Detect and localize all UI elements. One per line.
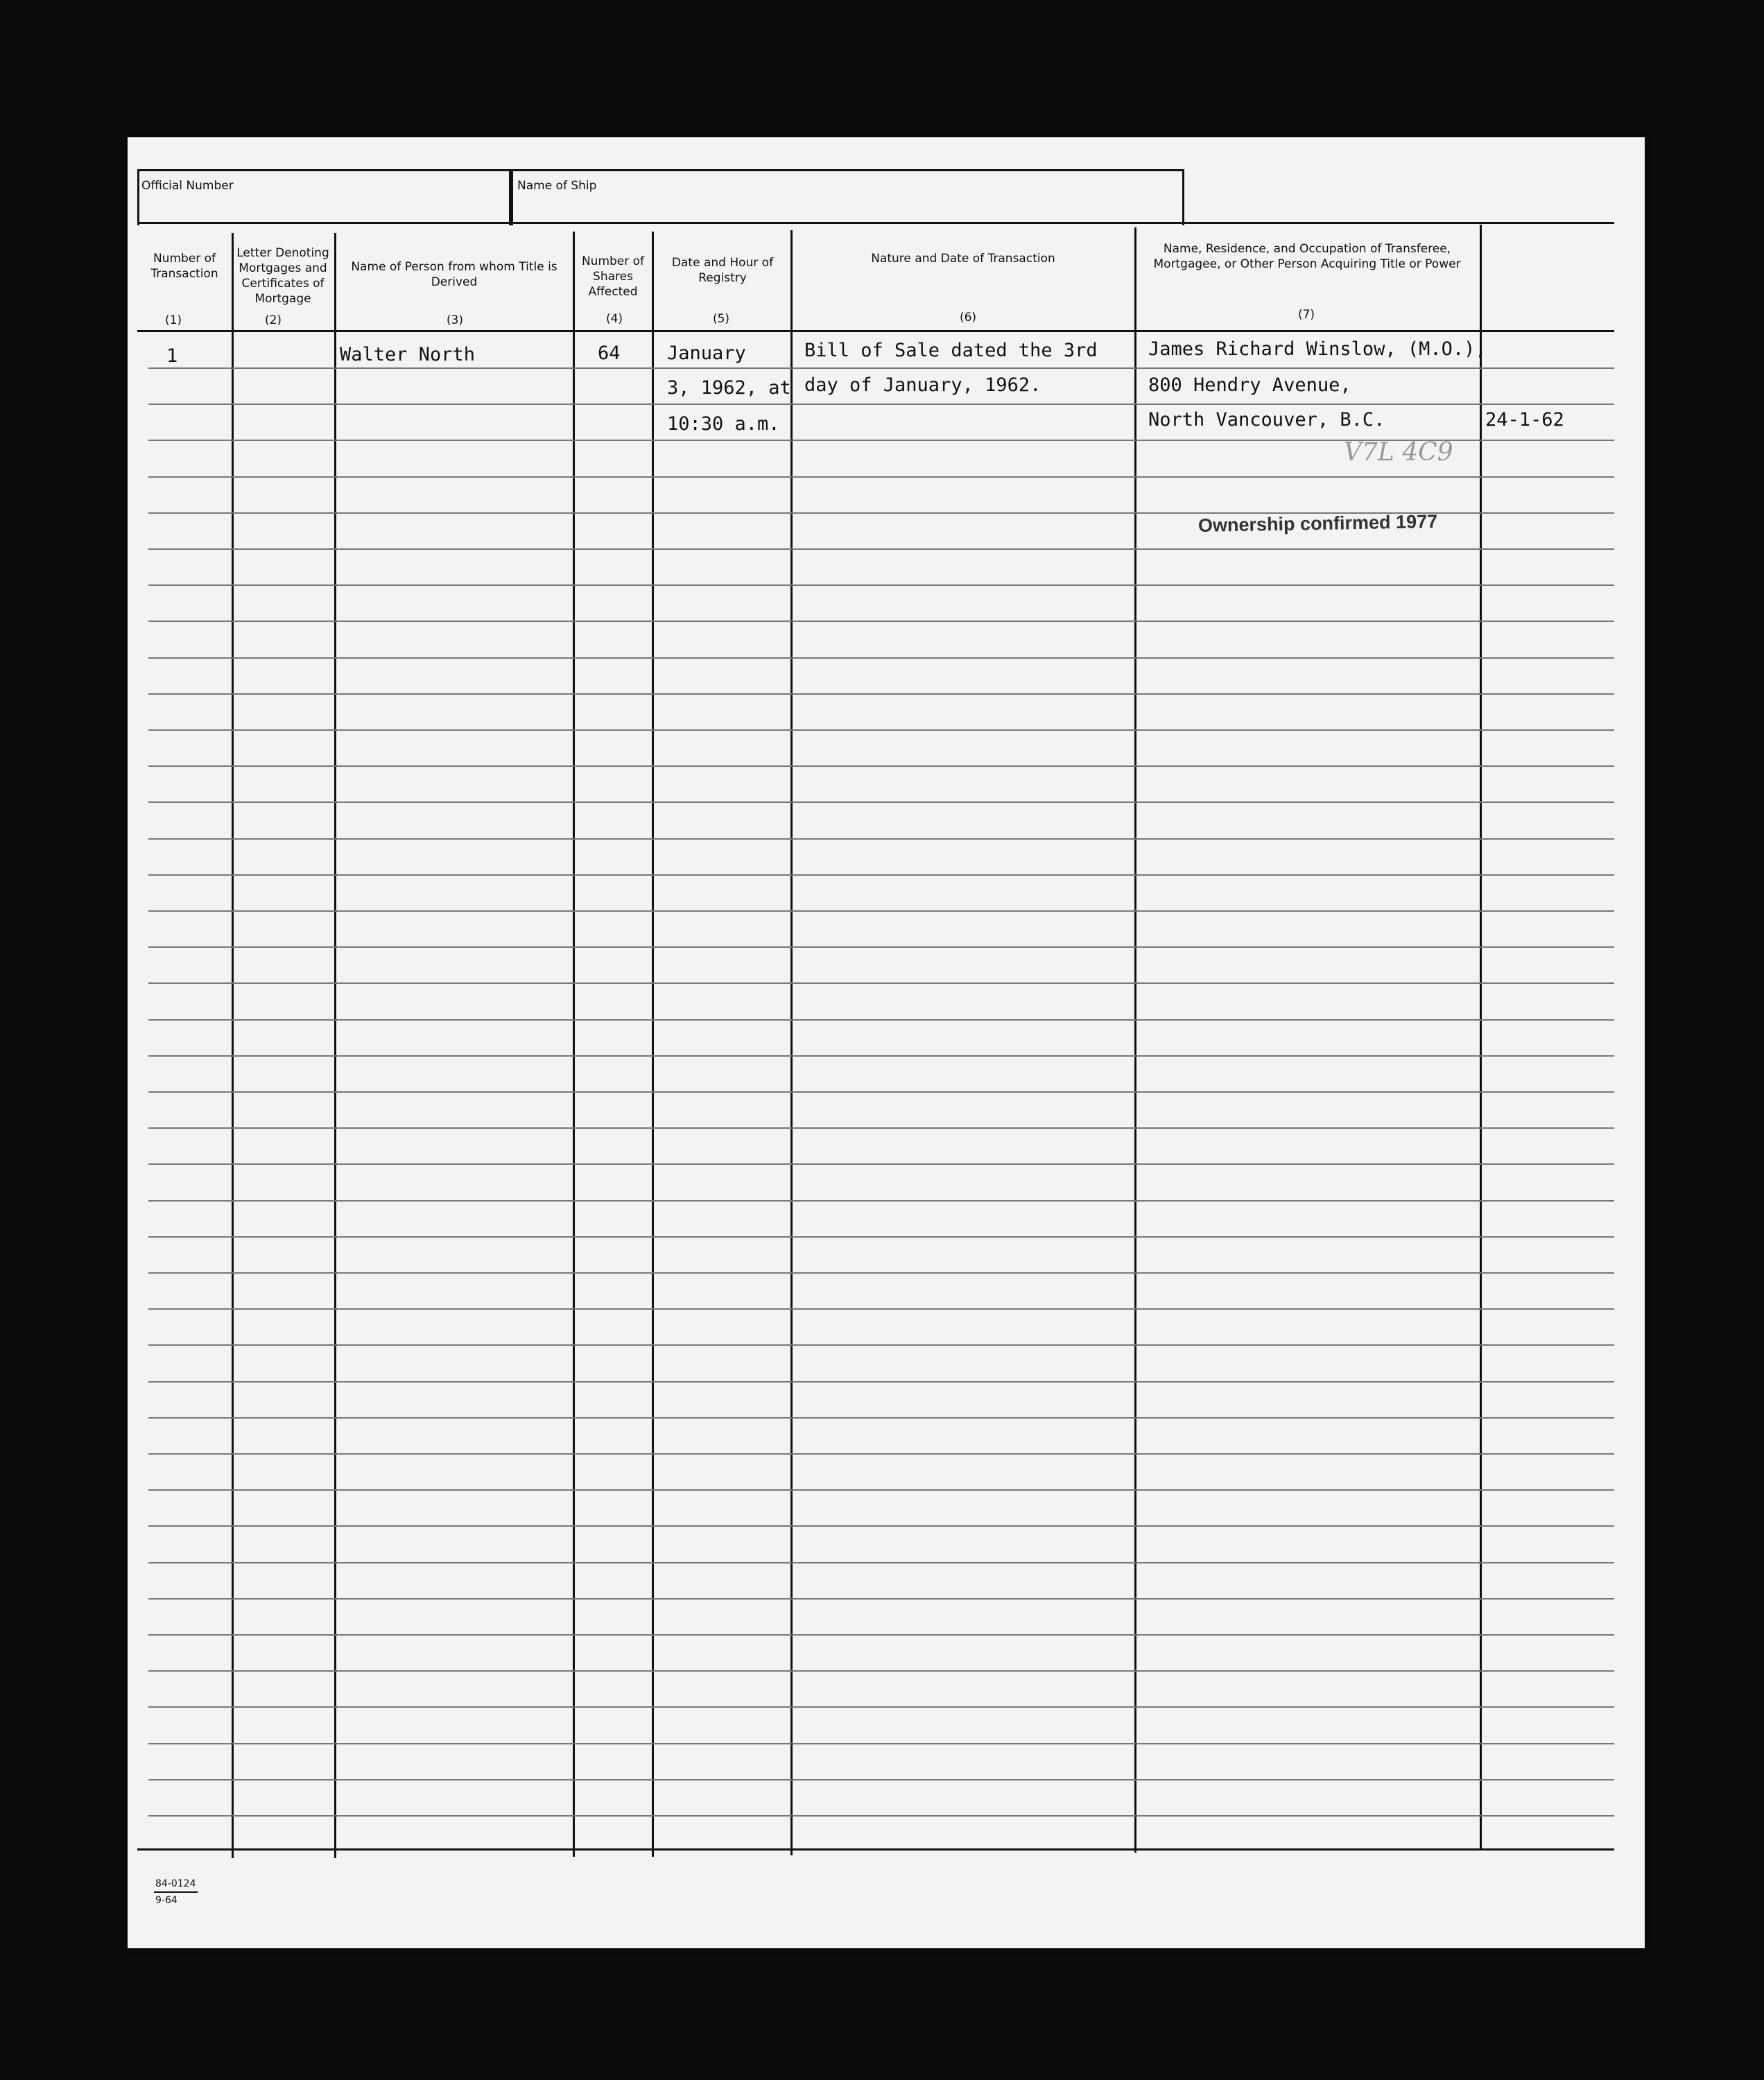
- col-divider: [652, 232, 654, 1857]
- col-title-5: Date and Hour of Registry: [671, 256, 774, 285]
- col-title-3: Name of Person from whom Title is Derived: [351, 260, 557, 289]
- row-rule: [148, 657, 1614, 659]
- col-num-6: (6): [959, 311, 977, 324]
- row-rule: [148, 404, 1614, 405]
- col-divider: [1134, 227, 1136, 1853]
- col-num-5: (5): [712, 312, 730, 326]
- col-title-1: Number of Transaction: [150, 252, 218, 281]
- shares-affected: 64: [598, 343, 621, 364]
- row-rule: [148, 367, 1614, 369]
- col-divider: [790, 230, 793, 1855]
- col-title-4: Number of Shares Affected: [581, 254, 645, 299]
- col-num-3: (3): [446, 313, 464, 327]
- row-rule: [148, 1670, 1614, 1672]
- transferee-line-1: James Richard Winslow, (M.O.),: [1148, 338, 1487, 360]
- transaction-number: 1: [166, 345, 178, 367]
- row-rule: [148, 693, 1614, 695]
- registry-line-3: 10:30 a.m.: [667, 413, 780, 435]
- row-rule: [148, 1815, 1614, 1817]
- row-rule: [148, 1417, 1614, 1419]
- col-num-4: (4): [605, 312, 623, 326]
- form-date: 9-64: [155, 1895, 178, 1906]
- from-person: Walter North: [340, 344, 476, 365]
- row-rule: [148, 765, 1614, 767]
- row-rule: [148, 1055, 1614, 1057]
- col-title-2: Letter Denoting Mortgages and Certificates of Mortgage: [236, 246, 329, 306]
- row-rule: [148, 1308, 1614, 1310]
- col-num-2: (2): [264, 313, 282, 327]
- row-rule: [148, 1706, 1614, 1708]
- header-bottom-rule: [137, 330, 1614, 332]
- register-form: [128, 137, 1645, 1948]
- col-divider: [1480, 225, 1482, 1850]
- row-rule: [148, 1091, 1614, 1093]
- registry-line-1: January: [667, 343, 746, 364]
- row-rule: [148, 1200, 1614, 1202]
- name-of-ship-label: Name of Ship: [517, 179, 597, 193]
- row-rule: [148, 801, 1614, 803]
- row-rule: [148, 476, 1614, 478]
- row-rule: [148, 1525, 1614, 1527]
- registry-line-2: 3, 1962, at: [667, 377, 791, 399]
- form-number: [154, 1876, 198, 1908]
- transferee-line-3: North Vancouver, B.C.: [1148, 409, 1385, 431]
- row-rule: [148, 1489, 1614, 1491]
- row-rule: [148, 1236, 1614, 1238]
- row-rule: [148, 548, 1614, 550]
- col-title-7: Name, Residence, and Occupation of Transferee, Mortgagee, or Other Person Acquiring Title or Power: [1153, 242, 1461, 271]
- row-rule: [148, 1381, 1614, 1383]
- row-rule: [148, 1453, 1614, 1455]
- row-rule: [148, 584, 1614, 586]
- row-rule: [148, 946, 1614, 948]
- row-rule: [148, 1598, 1614, 1600]
- row-rule: [148, 1743, 1614, 1744]
- nature-line-2: day of January, 1962.: [804, 374, 1041, 396]
- row-rule: [148, 1272, 1614, 1274]
- official-number-label: Official Number: [141, 179, 234, 193]
- official-number-box: [137, 169, 513, 225]
- row-rule: [148, 1019, 1614, 1021]
- row-rule: [148, 1779, 1614, 1780]
- table-bottom-rule: [137, 1848, 1614, 1851]
- row-rule: [148, 1163, 1614, 1165]
- row-rule: [148, 982, 1614, 984]
- row-rule: [148, 874, 1614, 876]
- col-divider: [573, 232, 575, 1857]
- ownership-stamp: Ownership confirmed 1977: [1197, 510, 1438, 537]
- row-rule: [148, 1562, 1614, 1563]
- name-of-ship-box: [509, 169, 1184, 225]
- row-rule: [148, 1344, 1614, 1346]
- row-rule: [148, 1127, 1614, 1129]
- col-num-1: (1): [164, 313, 182, 327]
- col-title-6: Nature and Date of Transaction: [871, 252, 1055, 266]
- row-rule: [148, 621, 1614, 622]
- handwritten-postal-code: V7L 4C9: [1344, 438, 1453, 467]
- row-rule: [148, 838, 1614, 840]
- row-rule: [148, 910, 1614, 912]
- table-top-rule: [137, 222, 1614, 224]
- col-num-7: (7): [1297, 308, 1315, 322]
- row-rule: [148, 729, 1614, 731]
- row-rule: [148, 1634, 1614, 1636]
- form-code: 84-0124: [154, 1876, 198, 1893]
- nature-line-1: Bill of Sale dated the 3rd: [804, 340, 1098, 361]
- side-date: 24-1-62: [1485, 409, 1564, 431]
- transferee-line-2: 800 Hendry Avenue,: [1148, 374, 1351, 396]
